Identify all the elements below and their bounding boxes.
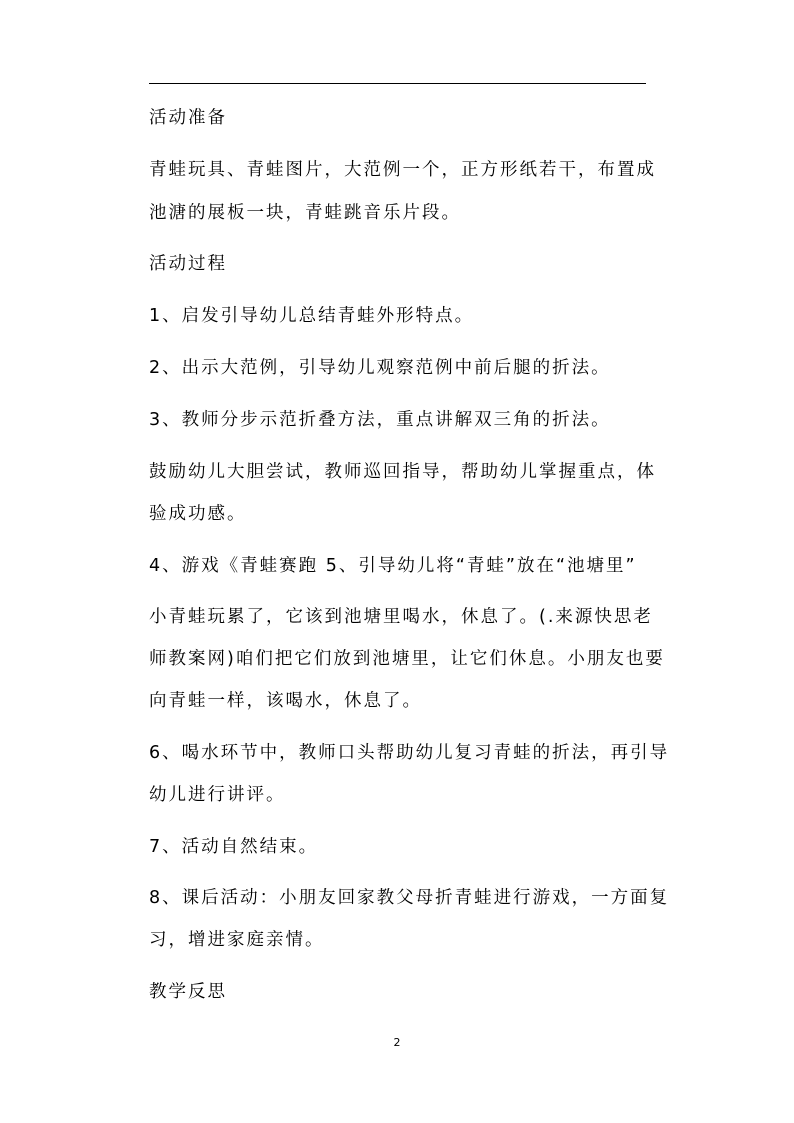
page-number: 2 — [393, 1036, 401, 1049]
text-line: 6、喝水环节中，教师口头帮助幼儿复习青蛙的折法，再引导 — [149, 743, 670, 763]
heading-teaching-reflection: 教学反思 — [149, 982, 227, 1002]
text-line: 4、游戏《青蛙赛跑 5、引导幼儿将“青蛙”放在“池塘里” — [149, 556, 637, 576]
text-line: 池溏的展板一块，青蛙跳音乐片段。 — [149, 203, 461, 223]
text-line: 习，增进家庭亲情。 — [149, 930, 325, 950]
text-line: 验成功感。 — [149, 504, 247, 524]
text-line: 向青蛙一样，该喝水，休息了。 — [149, 691, 422, 711]
text-line: 小青蛙玩累了，它该到池塘里喝水，休息了。(.来源快思老 — [149, 607, 653, 627]
text-line: 1、启发引导幼儿总结青蛙外形特点。 — [149, 306, 475, 326]
text-line: 2、出示大范例，引导幼儿观察范例中前后腿的折法。 — [149, 358, 611, 378]
text-line: 鼓励幼儿大胆尝试，教师巡回指导，帮助幼儿掌握重点，体 — [149, 462, 656, 482]
heading-activity-preparation: 活动准备 — [149, 108, 227, 128]
text-line: 3、教师分步示范折叠方法，重点讲解双三角的折法。 — [149, 410, 611, 430]
heading-activity-process: 活动过程 — [149, 254, 227, 274]
header-rule — [149, 83, 646, 84]
text-line: 幼儿进行讲评。 — [149, 785, 286, 805]
text-line: 师教案网)咱们把它们放到池塘里，让它们休息。小朋友也要 — [149, 649, 665, 669]
text-line: 8、课后活动：小朋友回家教父母折青蛙进行游戏，一方面复 — [149, 888, 670, 908]
text-line: 青蛙玩具、青蛙图片，大范例一个，正方形纸若干，布置成 — [149, 160, 656, 180]
text-line: 7、活动自然结束。 — [149, 837, 319, 857]
